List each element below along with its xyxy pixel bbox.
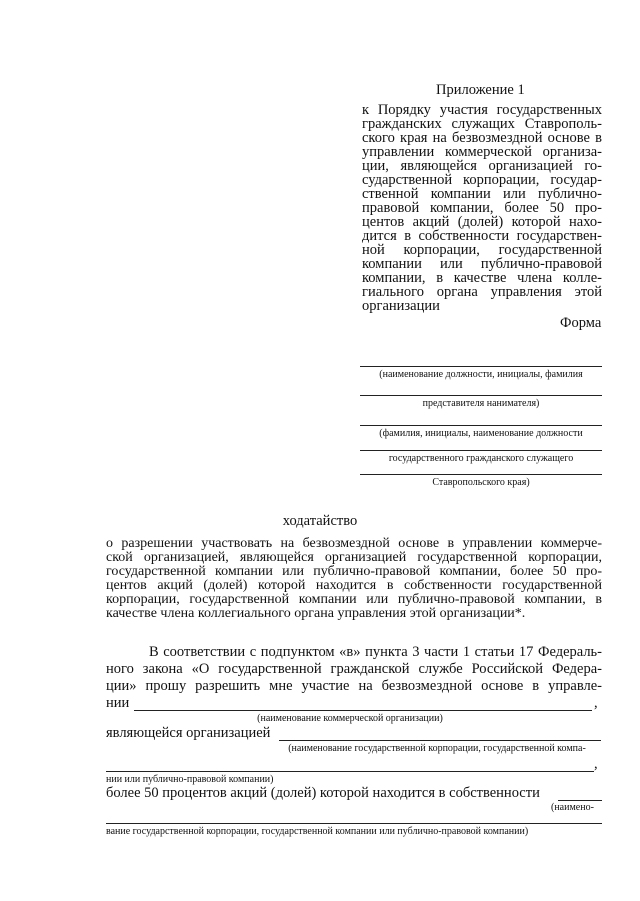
appendix-line: организации (362, 298, 440, 314)
body-line: ции» прошу разрешить мне участие на безвозмездной основе в управле- (106, 678, 602, 694)
appendix-text (362, 103, 602, 313)
subtitle-line: о разрешении участвовать на безвозмездной основе в управлении коммерче- (106, 536, 602, 551)
subtitle-line: качестве члена коллегиального органа управления этой организации*. (106, 606, 526, 621)
body-line: В соответствии с подпунктом «в» пункта 3 части 1 статьи 17 Федераль- (149, 644, 602, 660)
appendix-line: дится в собственности государствен- (362, 228, 602, 244)
caption-ownership-cont: вание государственной корпорации, государственной компании или публично-правовой компании) (106, 826, 529, 837)
sender-line (360, 474, 602, 475)
petition-title: ходатайство (282, 513, 358, 529)
appendix-line: управлении коммерческой организа- (362, 144, 602, 160)
form-label: Форма (560, 315, 602, 331)
body-line: ного закона «О государственной гражданской службе Российской Федера- (106, 661, 602, 677)
appendix-line: компании, в качестве члена колле- (362, 270, 602, 286)
caption-ownership: (наимено- (551, 802, 594, 813)
addressee-caption: представителя нанимателя) (422, 398, 540, 409)
sender-line (360, 450, 602, 451)
sender-caption: Ставропольского края) (432, 477, 530, 488)
caption-commercial-org: (наименование коммерческой организации) (257, 713, 443, 724)
appendix-line: гиального органа управления этой (362, 284, 602, 300)
fill-line-1-suffix: , (594, 695, 598, 711)
appendix-line: центов акций (долей) которой нахо- (362, 214, 602, 230)
ownership-field[interactable] (558, 800, 602, 801)
addressee-caption: (наименование должности, инициалы, фамилия (379, 369, 583, 380)
fill-line-2-prefix: являющейся организацией (106, 725, 271, 741)
state-corp-field[interactable] (279, 740, 601, 741)
body-paragraph (106, 644, 602, 695)
appendix-line: к Порядку участия государственных (362, 102, 602, 118)
sender-caption: (фамилия, инициалы, наименование должности (379, 428, 583, 439)
line-4-text: более 50 процентов акций (долей) которой находится в собственности (106, 785, 540, 801)
caption-state-corp: (наименование государственной корпорации, государственной компа- (288, 743, 586, 754)
appendix-line: компании или публично-правовой (362, 256, 602, 272)
appendix-line: ского края на безвозмездной основе в (362, 130, 602, 146)
addressee-line (360, 395, 602, 396)
fill-line-3-suffix: , (594, 756, 598, 772)
subtitle-line: центов акций (долей) которой находится в собственности государственной (106, 578, 602, 593)
appendix-title: Приложение 1 (436, 82, 525, 98)
subtitle-line: государственной компании или публично-правовой компании, более 50 про- (106, 564, 602, 579)
state-corp-field-cont[interactable] (106, 771, 594, 772)
addressee-line (360, 366, 602, 367)
appendix-line: правовой компании, более 50 про- (362, 200, 602, 216)
petition-subtitle (106, 537, 602, 621)
subtitle-line: корпорации, государственной компании или публично-правовой компании, в (106, 592, 602, 607)
caption-state-corp-cont: нии или публично-правовой компании) (106, 774, 274, 785)
fill-line-1-prefix: нии (106, 695, 130, 711)
appendix-line: сударственной корпорации, государ- (362, 172, 602, 188)
sender-caption: государственного гражданского служащего (388, 453, 574, 464)
commercial-org-field[interactable] (134, 710, 592, 711)
appendix-line: ной корпорации, государственной (362, 242, 602, 258)
sender-line (360, 425, 602, 426)
appendix-line: гражданских служащих Ставрополь- (362, 116, 602, 132)
subtitle-line: ской организацией, являющейся организацией государственной корпорации, (106, 550, 602, 565)
appendix-line: ции, являющейся организацией го- (362, 158, 602, 174)
ownership-field-cont[interactable] (106, 823, 602, 824)
appendix-line: ственной компании или публично- (362, 186, 602, 202)
